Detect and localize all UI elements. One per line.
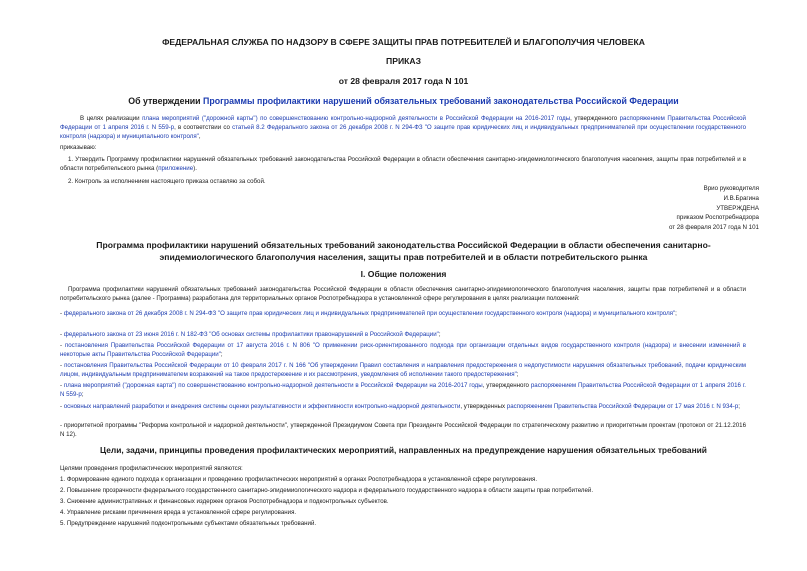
goal-item: 3. Снижение административных и финансовых издержек органов Роспотребнадзора и подконтрольных субъектов. [60,498,389,505]
title-link[interactable]: Программы профилактики нарушений обязательных требований законодательства Российской Федерации [203,96,679,106]
approved-date: от 28 февраля 2017 года N 101 [668,224,759,232]
basis-link[interactable]: федерального закона от 23 июня 2016 г. N 182-ФЗ "Об основах системы профилактики правонарушений в Российской Федерации" [63,331,439,338]
section-1-heading: I. Общие положения [360,269,447,279]
approved-by: приказом Роспотребнадзора [676,214,759,222]
basis-link[interactable]: основных направлений разработки и внедрения системы оценки результативности и эффективности контрольно-надзорной деятельности [63,403,461,410]
basis-text: , утвержденных [460,403,507,410]
goals-intro: Целями проведения профилактических мероприятий являются: [60,465,243,472]
basis-text: ; [220,351,223,359]
basis-text: - [60,382,64,389]
section-2-heading: Цели, задачи, принципы проведения профилактических мероприятий, направленных на предупреждение нарушения обязательных требований [100,445,707,455]
preamble-text: В целях реализации [80,115,143,122]
link-law-294[interactable]: статьей 8.2 Федерального закона от 26 декабря 2008 г. N 294-ФЗ "О защите прав юридических лиц и индивидуальных предпринимателей при осуществлении государственного контроля (надзора) и муниципального контроля" [60,124,747,141]
basis-item [60,421,746,439]
signature-role: Врио руководителя [703,185,759,192]
signature-name: И.В.Брагина [723,194,759,202]
basis-text: - [60,362,65,369]
approved-label: УТВЕРЖДЕНА [716,204,759,212]
basis-item [60,330,746,339]
basis-text: - приоритетной программы "Реформа контрольной и надзорной деятельности", утвержденной Президиумом Совета при Президенте Российской Федерации по стратегическому развитию и приоритетным проектам (протокол от 21.12.2016 N 12). [60,422,746,439]
preamble-text: , утвержденного [570,115,620,122]
basis-link[interactable]: плана мероприятий ("дорожная карта") по совершенствованию контрольно-надзорной деятельности в Российской Федерации на 2016-2017 годы [63,382,483,389]
item-1-text: ). [193,165,197,173]
doc-date: от 28 февраля 2017 года N 101 [338,76,469,86]
basis-item [60,309,746,318]
basis-item [60,402,746,411]
link-appendix[interactable]: приложение [158,165,194,173]
basis-text: ; [516,371,519,379]
basis-text: ; [81,391,84,399]
basis-item [60,381,746,399]
preamble-text: , [198,133,201,141]
goal-item: 2. Повышение прозрачности федерального государственного санитарно-эпидемиологического надзора и федерального государственного надзора в области защиты прав потребителей. [60,487,594,494]
basis-item [60,361,746,379]
basis-text: , утвержденного [482,382,531,389]
section-1-intro: Программа профилактики нарушений обязательных требований законодательства Российской Федерации в области обеспечения санитарно-эпидемиологического благополучия населения, защиты прав потребителей и в области потребительского рынка (далее - Программа) разработана для территориальных органов Роспотребнадзора в установленной сфере регулирования в целях реализации положений: [60,286,746,303]
basis-text: - [60,310,64,317]
basis-text: - [60,342,65,349]
basis-link[interactable]: распоряжением Правительства Российской Федерации от 1 апреля 2016 г. N 559-р [60,382,746,399]
doc-type: ПРИКАЗ [386,56,421,66]
goal-item: 5. Предупреждение нарушений подконтрольными субъектами обязательных требований. [60,520,317,527]
basis-text: - [60,331,64,338]
basis-text: - [60,403,64,410]
basis-link[interactable]: распоряжением Правительства Российской Федерации от 17 мая 2016 г. N 934-р [506,403,739,410]
item-1-text: 1. Утвердить Программу профилактики нарушений обязательных требований законодательства Российской Федерации в области обеспечения санитарно-эпидемиологического благополучия населения, защиты прав потребителей и в области потребительского рынка ( [60,156,746,173]
agency-name: ФЕДЕРАЛЬНАЯ СЛУЖБА ПО НАДЗОРУ В СФЕРЕ ЗАЩИТЫ ПРАВ ПОТРЕБИТЕЛЕЙ И БЛАГОПОЛУЧИЯ ЧЕЛОВЕКА [162,37,645,47]
basis-link[interactable]: постановления Правительства Российской Федерации от 17 августа 2016 г. N 806 "О применении риск-ориентированного подхода при организации отдельных видов государственного контроля (надзора) и внесении изменений в некоторые акты Правительства Российской Федерации" [60,342,746,359]
title-prefix: Об утверждении [128,96,204,106]
basis-text: ; [438,331,441,338]
link-roadmap[interactable]: плана мероприятий ("дорожной карты") по совершенствованию контрольно-надзорной деятельности в Российской Федерации на 2016-2017 годы [142,115,571,122]
order-word: приказываю: [60,144,97,151]
goal-item: 1. Формирование единого подхода к организации и проведению профилактических мероприятий в органах Роспотребнадзора в установленной сфере регулирования. [60,476,538,483]
signature-block [669,184,759,233]
basis-item [60,341,746,359]
item-2: 2. Контроль за исполнением настоящего приказа оставляю за собой. [68,178,266,185]
preamble-text: , в соответствии со [174,124,233,132]
basis-link[interactable]: постановления Правительства Российской Федерации от 10 февраля 2017 г. N 166 "Об утверждении Правил составления и направления предостережения о недопустимости нарушения обязательных требований, подачи юридическим лицом, индивидуальным предпринимателем возражений на такое предостережение и их рассмотрения, уведомления об исполнении такого предостережения" [60,362,746,379]
basis-text: ; [675,310,677,317]
item-1 [60,155,746,173]
program-title: Программа профилактики нарушений обязательных требований законодательства Российской Федерации в области обеспечения санитарно-эпидемиологического благополучия населения, защиты прав потребителей и в области потребительского рынка [96,240,711,262]
link-order-559[interactable]: распоряжением Правительства Российской Федерации от 1 апреля 2016 г. N 559-р [60,115,746,132]
goal-item: 4. Управление рисками причинения вреда в установленной сфере регулирования. [60,509,297,516]
basis-link[interactable]: федерального закона от 26 декабря 2008 г. N 294-ФЗ "О защите прав юридических лиц и индивидуальных предпринимателей при осуществлении государственного контроля (надзора) и муниципального контроля" [63,310,676,317]
basis-text: ; [738,403,740,410]
doc-title [0,96,807,106]
preamble [60,114,746,142]
